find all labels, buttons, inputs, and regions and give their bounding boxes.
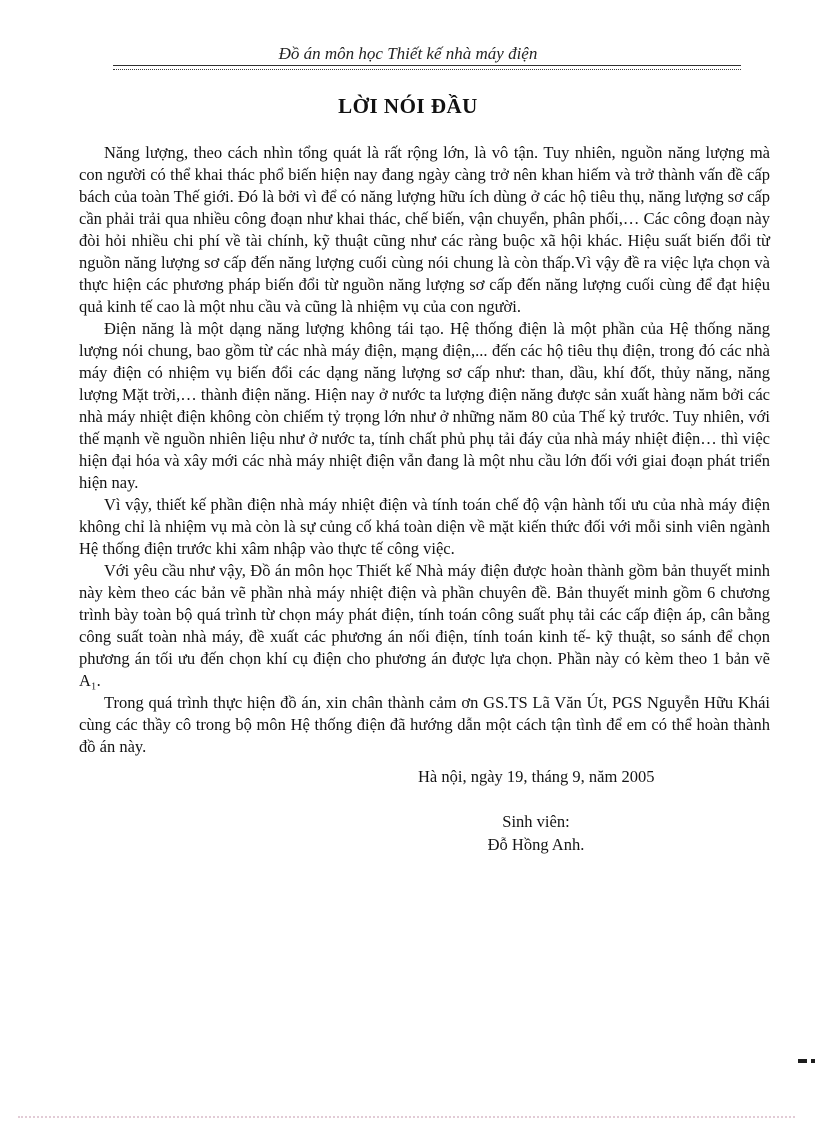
signature-block <box>386 810 686 856</box>
running-header <box>0 0 816 70</box>
edge-dot-icon <box>811 1059 815 1063</box>
page-title: LỜI NÓI ĐẦU <box>338 94 478 118</box>
paragraph-acknowledgements: Trong quá trình thực hiện đồ án, xin chân thành cảm ơn GS.TS Lã Văn Út, PGS Nguyễn Hữu Khái cùng các thầy cô trong bộ môn Hệ thống điện đã hướng dẫn một cách tận tình để em có thể hoàn thành đồ án này. <box>79 693 770 756</box>
signature-name: Đỗ Hồng Anh. <box>487 835 585 854</box>
footer-dotted-rule <box>18 1116 795 1118</box>
date-line: Hà nội, ngày 19, tháng 9, năm 2005 <box>418 767 655 786</box>
document-body <box>79 142 770 856</box>
paragraph-project-contents: Với yêu cầu như vậy, Đồ án môn học Thiết kế Nhà máy điện được hoàn thành gồm bản thuyết minh này kèm theo các bản vẽ phần nhà máy nhiệt điện và phần chuyên đề. Bản thuyết minh gồm 6 chương trình bày toàn bộ quá trình từ chọn máy phát điện, tính toán công suất phụ tải các cấp điện áp, cân bằng công suất toàn nhà máy, đề xuất các phương án nối điện, tính toán kinh tế- kỹ thuật, so sánh để chọn phương án tối ưu đến chọn khí cụ điện cho phương án được lựa chọn. Phần này có kèm theo 1 bản vẽ A₁. <box>79 561 770 690</box>
paragraph-energy-overview: Năng lượng, theo cách nhìn tổng quát là rất rộng lớn, là vô tận. Tuy nhiên, nguồn năng lượng mà con người có thể khai thác phổ biến hiện nay đang ngày càng trở nên khan hiếm và trở thành vấn đề cấp bách của toàn Thế giới. Đó là bởi vì để có năng lượng hữu ích dùng ở các hộ tiêu thụ, năng lượng sơ cấp cần phải trải qua nhiều công đoạn như khai thác, chế biến, vận chuyển, phân phối,… Các công đoạn này đòi hỏi nhiều chi phí về tài chính, kỹ thuật cũng như các ràng buộc xã hội khác. Hiệu suất biến đổi từ nguồn năng lượng sơ cấp đến năng lượng cuối cùng nói chung là còn thấp.Vì vậy đề ra việc lựa chọn và thực hiện các phương pháp biến đổi từ nguồn năng lượng sơ cấp đến năng lượng cuối cùng để đạt hiệu quả kinh tế cao là một nhu cầu và cũng là nhiệm vụ của con người. <box>79 143 770 316</box>
page-edge-mark <box>798 1059 815 1063</box>
running-header-text: Đồ án môn học Thiết kế nhà máy điện <box>278 44 538 63</box>
paragraph-design-purpose: Vì vậy, thiết kế phần điện nhà máy nhiệt điện và tính toán chế độ vận hành tối ưu của nhà máy điện không chỉ là nhiệm vụ mà còn là sự củng cố khá toàn diện về mặt kiến thức đối với mỗi sinh viên ngành Hệ thống điện trước khi xâm nhập vào thực tế công việc. <box>79 495 770 558</box>
paragraph-electricity-system: Điện năng là một dạng năng lượng không tái tạo. Hệ thống điện là một phần của Hệ thống năng lượng nói chung, bao gồm từ các nhà máy điện, mạng điện,... đến các hộ tiêu thụ điện, trong đó các nhà máy điện có nhiệm vụ biến đổi các dạng năng lượng sơ cấp như: than, dầu, khí đốt, thủy năng, năng lượng Mặt trời,… thành điện năng. Hiện nay ở nước ta lượng điện năng được sản xuất hàng năm bởi các nhà máy nhiệt điện không còn chiếm tỷ trọng lớn như ở những năm 80 của Thế kỷ trước. Tuy nhiên, với thế mạnh về nguồn nhiên liệu như ở nước ta, tính chất phủ phụ tải đáy của nhà máy nhiệt điện… thì việc hiện đại hóa và xây mới các nhà máy nhiệt điện vẫn đang là một nhu cầu lớn đối với giai đoạn phát triển hiện nay. <box>79 319 770 492</box>
signature-label: Sinh viên: <box>502 812 570 831</box>
header-rule <box>113 65 741 70</box>
edge-dash-icon <box>798 1059 807 1063</box>
